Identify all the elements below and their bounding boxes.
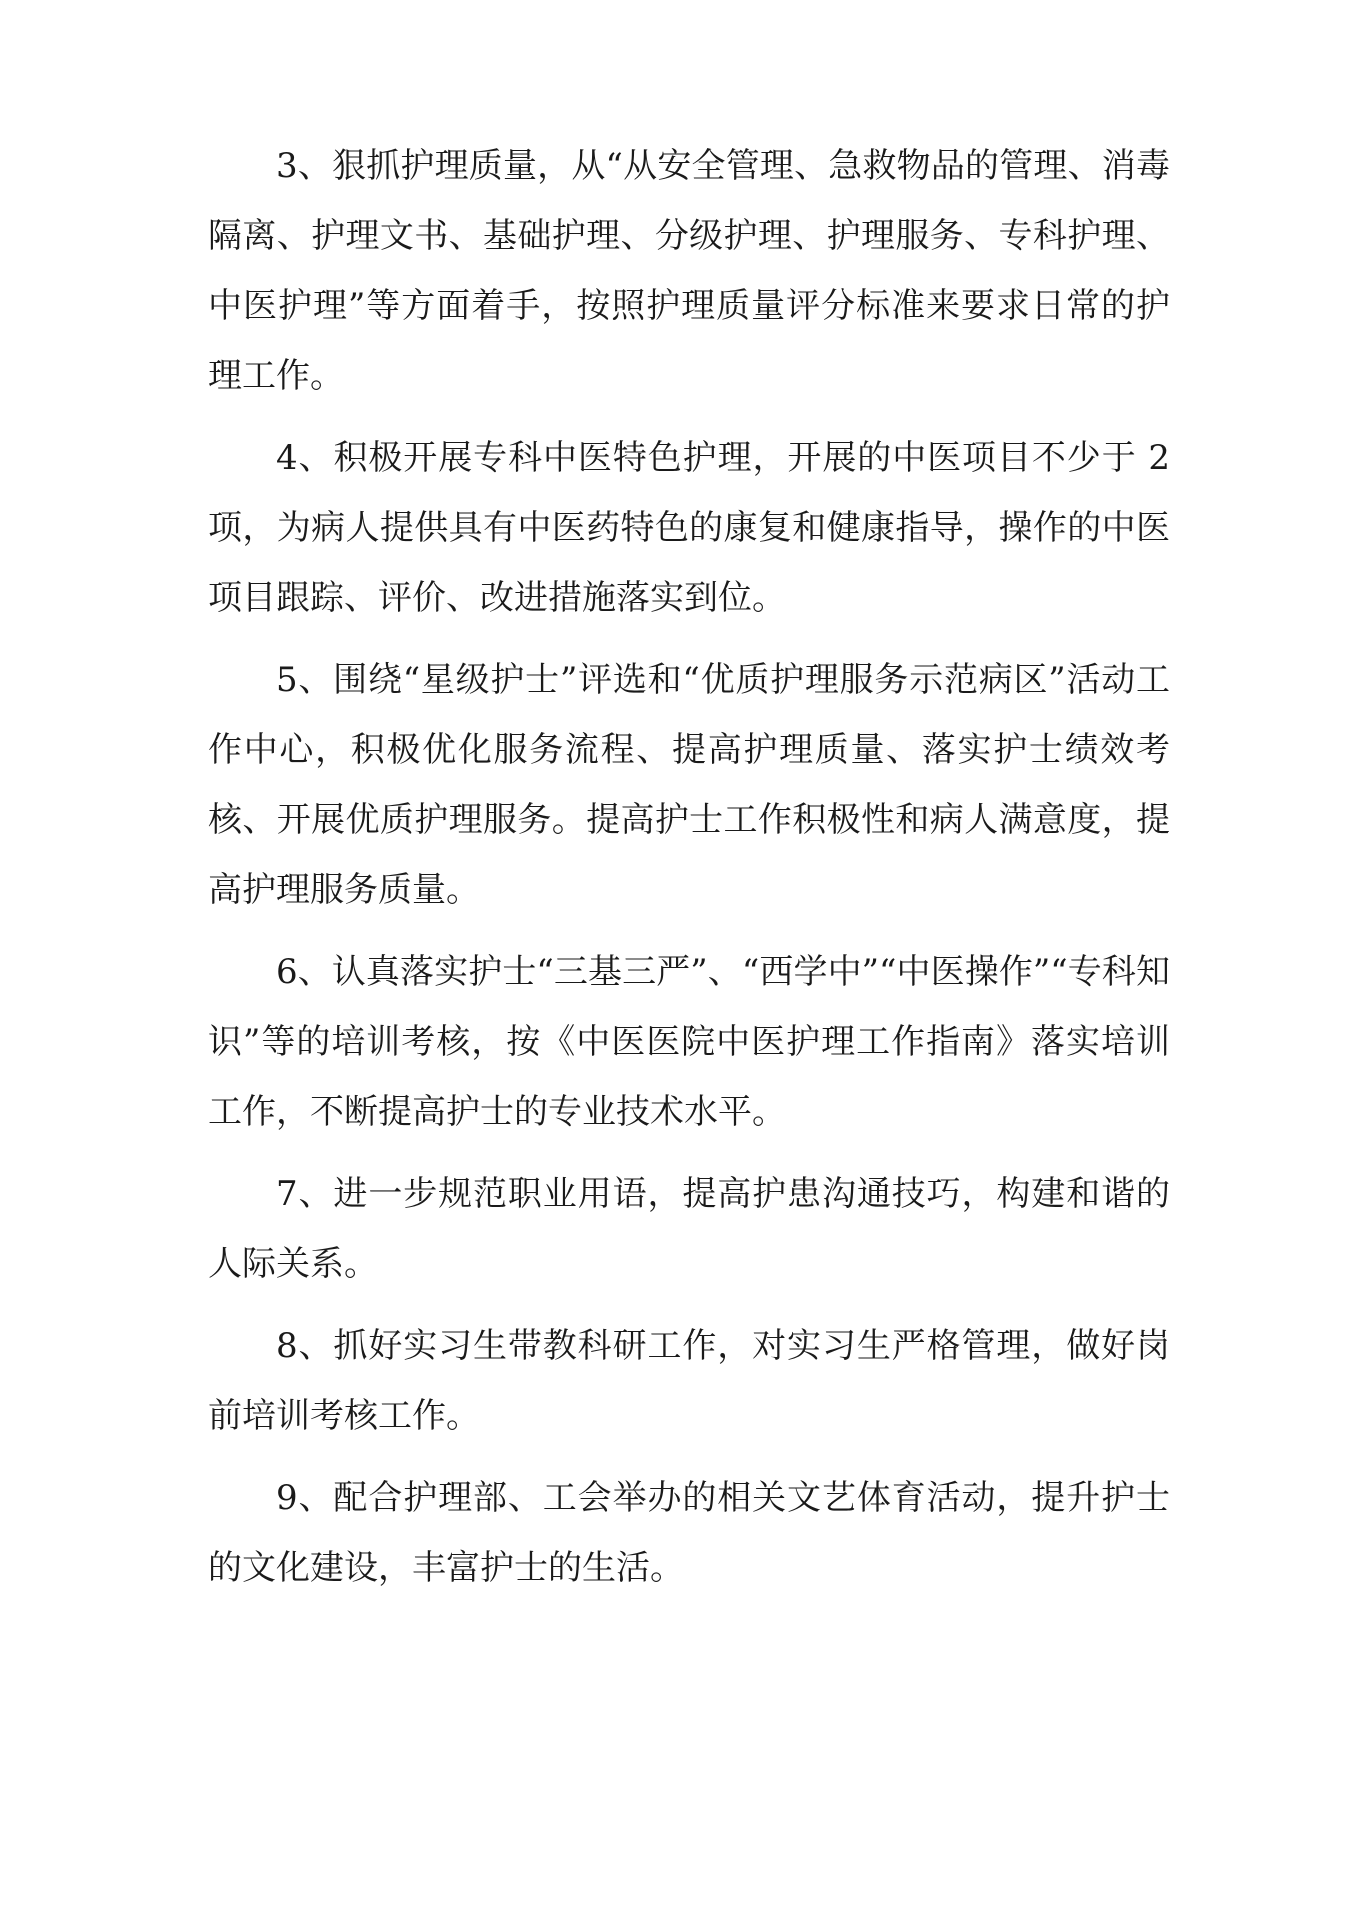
paragraph-item-3: 3、狠抓护理质量，从“从安全管理、急救物品的管理、消毒隔离、护理文书、基础护理、分级护理、护理服务、专科护理、中医护理”等方面着手，按照护理质量评分标准来要求日常的护理工作。 [208, 146, 1170, 396]
paragraph-item-7: 7、进一步规范职业用语，提高护患沟通技巧，构建和谐的人际关系。 [208, 1174, 1170, 1284]
paragraph-item-4: 4、积极开展专科中医特色护理，开展的中医项目不少于 2 项，为病人提供具有中医药特色的康复和健康指导，操作的中医项目跟踪、评价、改进措施落实到位。 [208, 438, 1170, 618]
paragraph-item-5: 5、围绕“星级护士”评选和“优质护理服务示范病区”活动工作中心，积极优化服务流程、提高护理质量、落实护士绩效考核、开展优质护理服务。提高护士工作积极性和病人满意度，提高护理服务质量。 [208, 660, 1170, 910]
document-body [208, 131, 1170, 1615]
paragraph-item-9: 9、配合护理部、工会举办的相关文艺体育活动，提升护士的文化建设，丰富护士的生活。 [208, 1478, 1170, 1588]
paragraph-item-8: 8、抓好实习生带教科研工作，对实习生严格管理，做好岗前培训考核工作。 [208, 1326, 1170, 1436]
paragraph-item-6: 6、认真落实护士“三基三严”、“西学中”“中医操作”“专科知识”等的培训考核，按《中医医院中医护理工作指南》落实培训工作，不断提高护士的专业技术水平。 [208, 952, 1170, 1132]
